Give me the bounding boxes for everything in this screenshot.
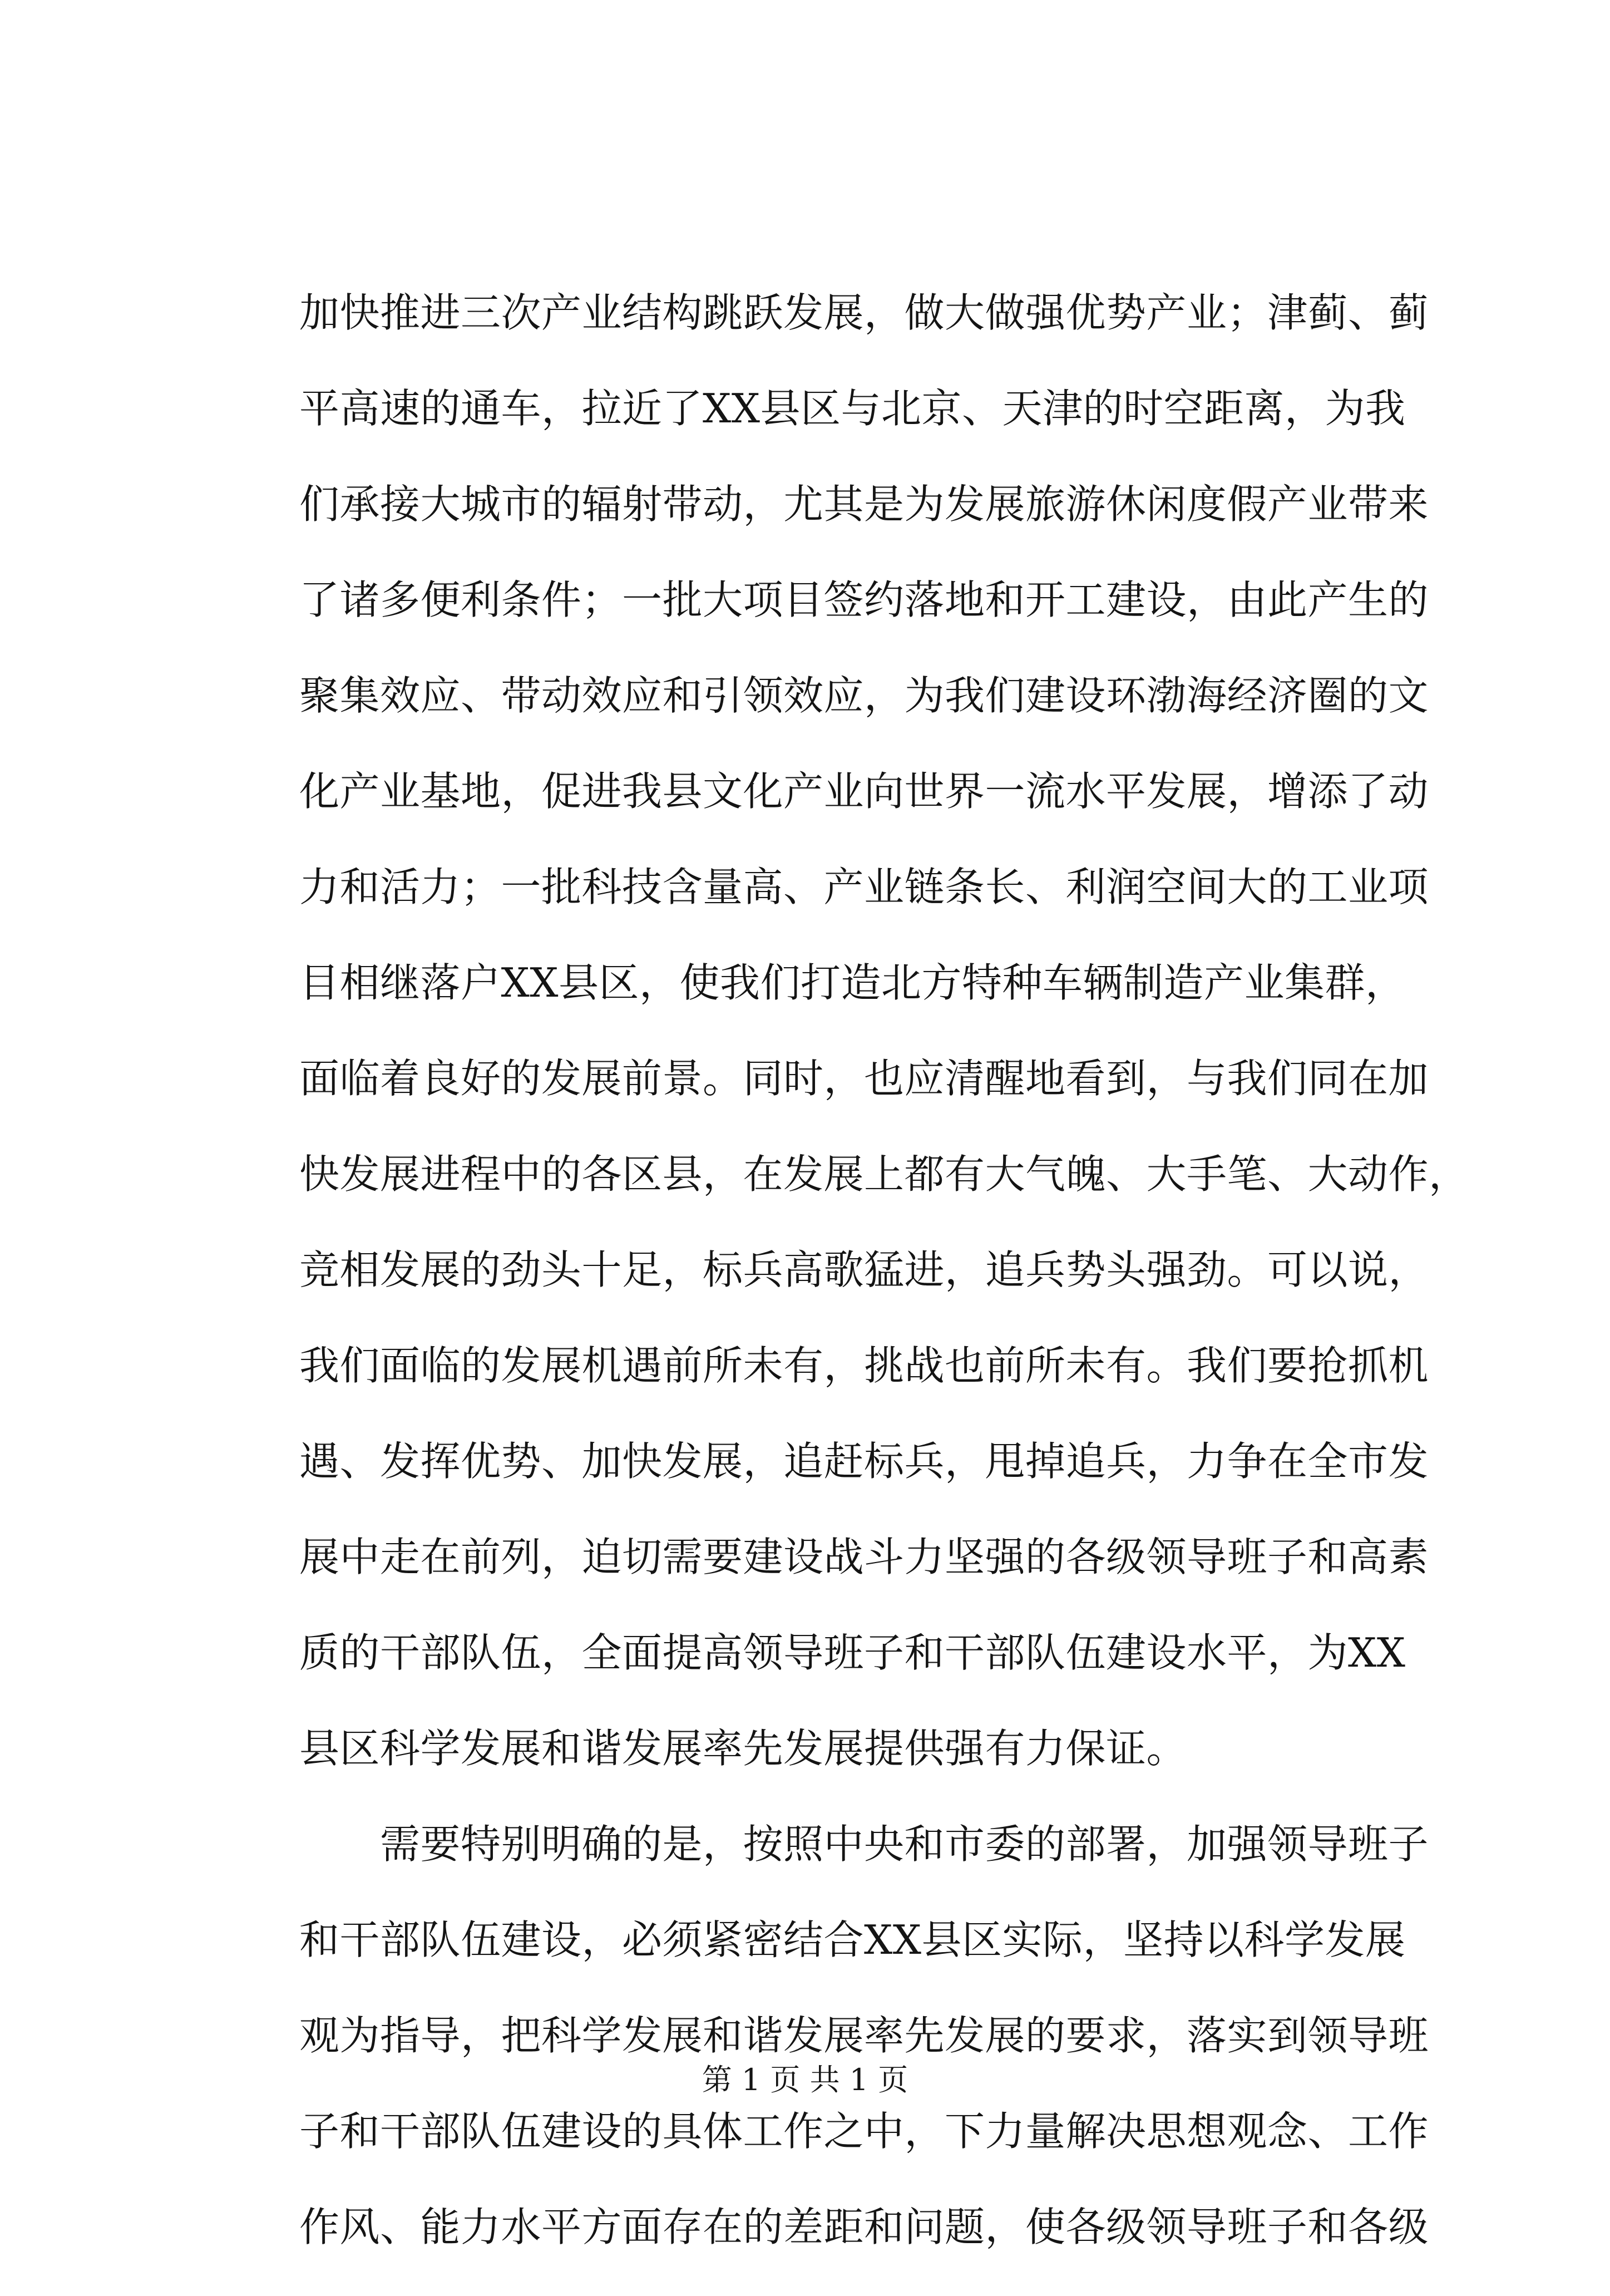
page-footer: 第 1 页 共 1 页: [702, 2062, 908, 2097]
text-line-8: 目相继落户XX县区，使我们打造北方特种车辆制造产业集群，: [299, 959, 1406, 1006]
text-line-15: 质的干部队伍，全面提高领导班子和干部队伍建设水平，为XX: [299, 1629, 1406, 1676]
text-line-16: 县区科学发展和谐发展率先发展提供强有力保证。: [299, 1725, 1187, 1772]
text-line-5: 聚集效应、带动效应和引领效应，为我们建设环渤海经济圈的文: [299, 672, 1429, 719]
text-line-13: 遇、发挥优势、加快发展，追赶标兵，甩掉追兵，力争在全市发: [299, 1438, 1429, 1485]
text-line-17: 需要特别明确的是，按照中央和市委的部署，加强领导班子: [299, 1821, 1429, 1868]
text-line-7: 力和活力；一批科技含量高、产业链条长、利润空间大的工业项: [299, 864, 1429, 910]
text-line-20: 子和干部队伍建设的具体工作之中，下力量解决思想观念、工作: [299, 2108, 1429, 2155]
text-line-21: 作风、能力水平方面存在的差距和问题，使各级领导班子和各级: [299, 2204, 1429, 2250]
text-line-4: 了诸多便利条件；一批大项目签约落地和开工建设，由此产生的: [299, 577, 1429, 623]
document-body: [299, 286, 1469, 2296]
text-line-2: 平高速的通车，拉近了XX县区与北京、天津的时空距离，为我: [299, 385, 1406, 432]
text-line-14: 展中走在前列，迫切需要建设战斗力坚强的各级领导班子和高素: [299, 1534, 1429, 1580]
text-line-12: 我们面临的发展机遇前所未有，挑战也前所未有。我们要抢抓机: [299, 1342, 1429, 1389]
text-line-6: 化产业基地，促进我县文化产业向世界一流水平发展，增添了动: [299, 768, 1429, 815]
text-line-1: 加快推进三次产业结构跳跃发展，做大做强优势产业；津蓟、蓟: [299, 289, 1429, 336]
text-line-10: 快发展进程中的各区县，在发展上都有大气魄、大手笔、大动作，: [299, 1151, 1469, 1198]
text-line-19: 观为指导，把科学发展和谐发展率先发展的要求，落实到领导班: [299, 2012, 1429, 2059]
text-line-11: 竞相发展的劲头十足，标兵高歌猛进，追兵势头强劲。可以说，: [299, 1246, 1429, 1293]
text-line-18: 和干部队伍建设，必须紧密结合XX县区实际，坚持以科学发展: [299, 1916, 1406, 1963]
text-line-3: 们承接大城市的辐射带动，尤其是为发展旅游休闲度假产业带来: [299, 481, 1429, 528]
text-line-9: 面临着良好的发展前景。同时，也应清醒地看到，与我们同在加: [299, 1055, 1429, 1102]
